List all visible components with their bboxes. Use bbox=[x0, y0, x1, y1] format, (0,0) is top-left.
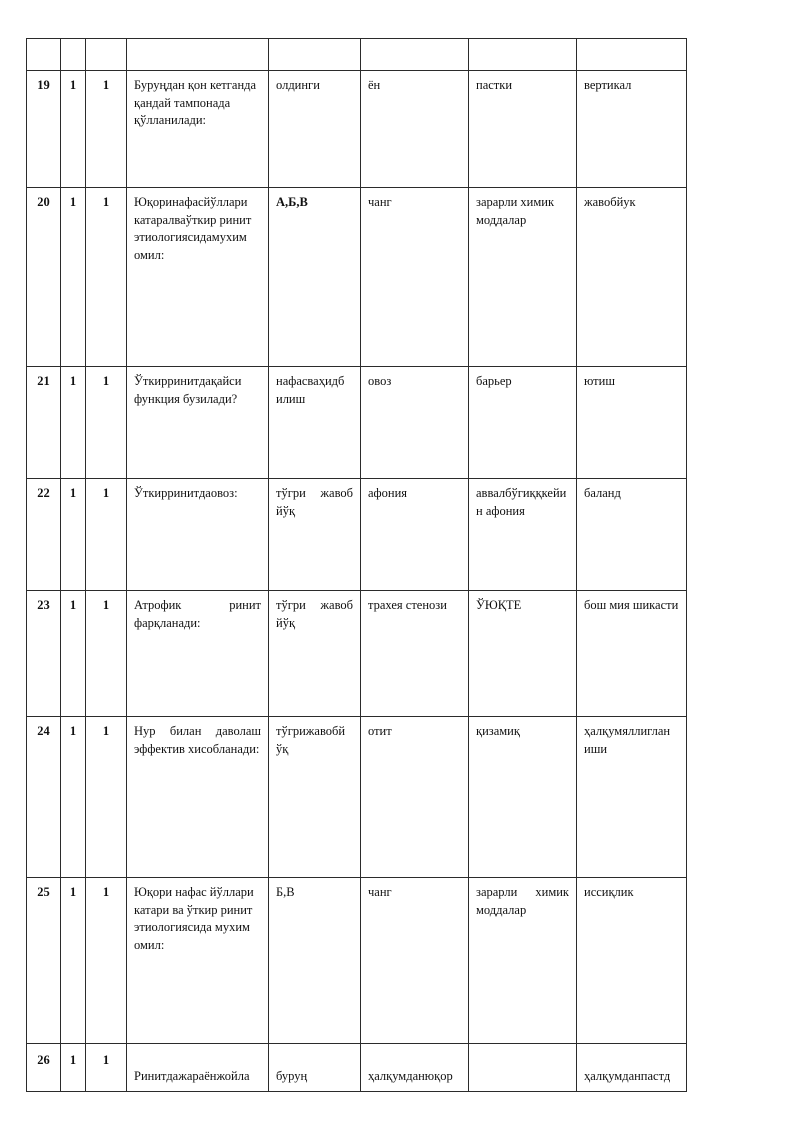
row-number-cell: 26 bbox=[27, 1044, 61, 1092]
option-1-cell bbox=[269, 39, 361, 71]
option-2-cell bbox=[361, 39, 469, 71]
option-3-cell: зарарли химик моддалар bbox=[469, 188, 577, 367]
question-cell bbox=[127, 39, 269, 71]
question-cell: Буруңдан қон кетганда қандай тампонада қўлланилади: bbox=[127, 71, 269, 188]
option-4-cell: ҳалқумяллиглан иши bbox=[577, 717, 687, 878]
option-1-cell: нафасваҳидб илиш bbox=[269, 367, 361, 479]
question-cell: Атрофик ринит фарқланади: bbox=[127, 591, 269, 717]
column-b-cell: 1 bbox=[86, 479, 127, 591]
column-b-cell: 1 bbox=[86, 878, 127, 1044]
column-a-cell: 1 bbox=[61, 878, 86, 1044]
option-1-cell: буруң bbox=[269, 1044, 361, 1092]
option-3-cell bbox=[469, 1044, 577, 1092]
option-1-cell: тўгри жавоб йўқ bbox=[269, 591, 361, 717]
option-3-cell: аввалбўгиққкейи н афония bbox=[469, 479, 577, 591]
option-2-cell: ён bbox=[361, 71, 469, 188]
option-4-cell: ҳалқумданпастд bbox=[577, 1044, 687, 1092]
table-row bbox=[27, 71, 687, 188]
table-row bbox=[27, 1044, 687, 1092]
question-cell: Ринитдажараёнжойла bbox=[127, 1044, 269, 1092]
option-3-cell: ЎЮҚТЕ bbox=[469, 591, 577, 717]
question-cell: Нур билан даволаш эффектив хисобланади: bbox=[127, 717, 269, 878]
option-4-cell: жавобйук bbox=[577, 188, 687, 367]
column-b-cell: 1 bbox=[86, 71, 127, 188]
table-row bbox=[27, 188, 687, 367]
question-cell: Юқори нафас йўллари катари ва ўткир ринит этиологиясида мухим омил: bbox=[127, 878, 269, 1044]
table-row bbox=[27, 367, 687, 479]
option-1-cell: А,Б,В bbox=[269, 188, 361, 367]
row-number-cell: 19 bbox=[27, 71, 61, 188]
row-number-cell bbox=[27, 39, 61, 71]
option-2-cell: афония bbox=[361, 479, 469, 591]
option-4-cell: вертикал bbox=[577, 71, 687, 188]
option-2-cell: трахея стенози bbox=[361, 591, 469, 717]
option-1-cell: Б,В bbox=[269, 878, 361, 1044]
column-a-cell bbox=[61, 39, 86, 71]
column-b-cell: 1 bbox=[86, 1044, 127, 1092]
row-number-cell: 20 bbox=[27, 188, 61, 367]
row-number-cell: 25 bbox=[27, 878, 61, 1044]
row-number-cell: 21 bbox=[27, 367, 61, 479]
column-a-cell: 1 bbox=[61, 188, 86, 367]
option-3-cell: қизамиқ bbox=[469, 717, 577, 878]
column-a-cell: 1 bbox=[61, 479, 86, 591]
option-3-cell: пастки bbox=[469, 71, 577, 188]
table-row bbox=[27, 591, 687, 717]
option-4-cell: бош мия шикасти bbox=[577, 591, 687, 717]
option-4-cell: баланд bbox=[577, 479, 687, 591]
table-row bbox=[27, 39, 687, 71]
option-2-cell: ҳалқумданюқор bbox=[361, 1044, 469, 1092]
option-2-cell: отит bbox=[361, 717, 469, 878]
option-1-cell: тўгри жавоб йўқ bbox=[269, 479, 361, 591]
option-2-cell: овоз bbox=[361, 367, 469, 479]
table-row bbox=[27, 479, 687, 591]
row-number-cell: 24 bbox=[27, 717, 61, 878]
question-cell: Ўткирринитдаовоз: bbox=[127, 479, 269, 591]
table-row bbox=[27, 717, 687, 878]
option-3-cell: зарарли химик моддалар bbox=[469, 878, 577, 1044]
option-4-cell: иссиқлик bbox=[577, 878, 687, 1044]
column-b-cell: 1 bbox=[86, 367, 127, 479]
option-1-cell: тўгрижавобй ўқ bbox=[269, 717, 361, 878]
column-b-cell: 1 bbox=[86, 717, 127, 878]
column-a-cell: 1 bbox=[61, 591, 86, 717]
question-cell: Ўткирринитдақайси функция бузилади? bbox=[127, 367, 269, 479]
option-4-cell: ютиш bbox=[577, 367, 687, 479]
column-a-cell: 1 bbox=[61, 71, 86, 188]
row-number-cell: 22 bbox=[27, 479, 61, 591]
questions-table bbox=[26, 38, 687, 1092]
option-2-cell: чанг bbox=[361, 878, 469, 1044]
column-a-cell: 1 bbox=[61, 717, 86, 878]
column-b-cell bbox=[86, 39, 127, 71]
option-3-cell: барьер bbox=[469, 367, 577, 479]
column-b-cell: 1 bbox=[86, 188, 127, 367]
column-a-cell: 1 bbox=[61, 1044, 86, 1092]
option-1-cell: олдинги bbox=[269, 71, 361, 188]
column-b-cell: 1 bbox=[86, 591, 127, 717]
option-2-cell: чанг bbox=[361, 188, 469, 367]
column-a-cell: 1 bbox=[61, 367, 86, 479]
option-4-cell bbox=[577, 39, 687, 71]
question-cell: Юқоринафасйўллари катаралваўткир ринит этиологиясидамухим омил: bbox=[127, 188, 269, 367]
option-3-cell bbox=[469, 39, 577, 71]
row-number-cell: 23 bbox=[27, 591, 61, 717]
table-row bbox=[27, 878, 687, 1044]
